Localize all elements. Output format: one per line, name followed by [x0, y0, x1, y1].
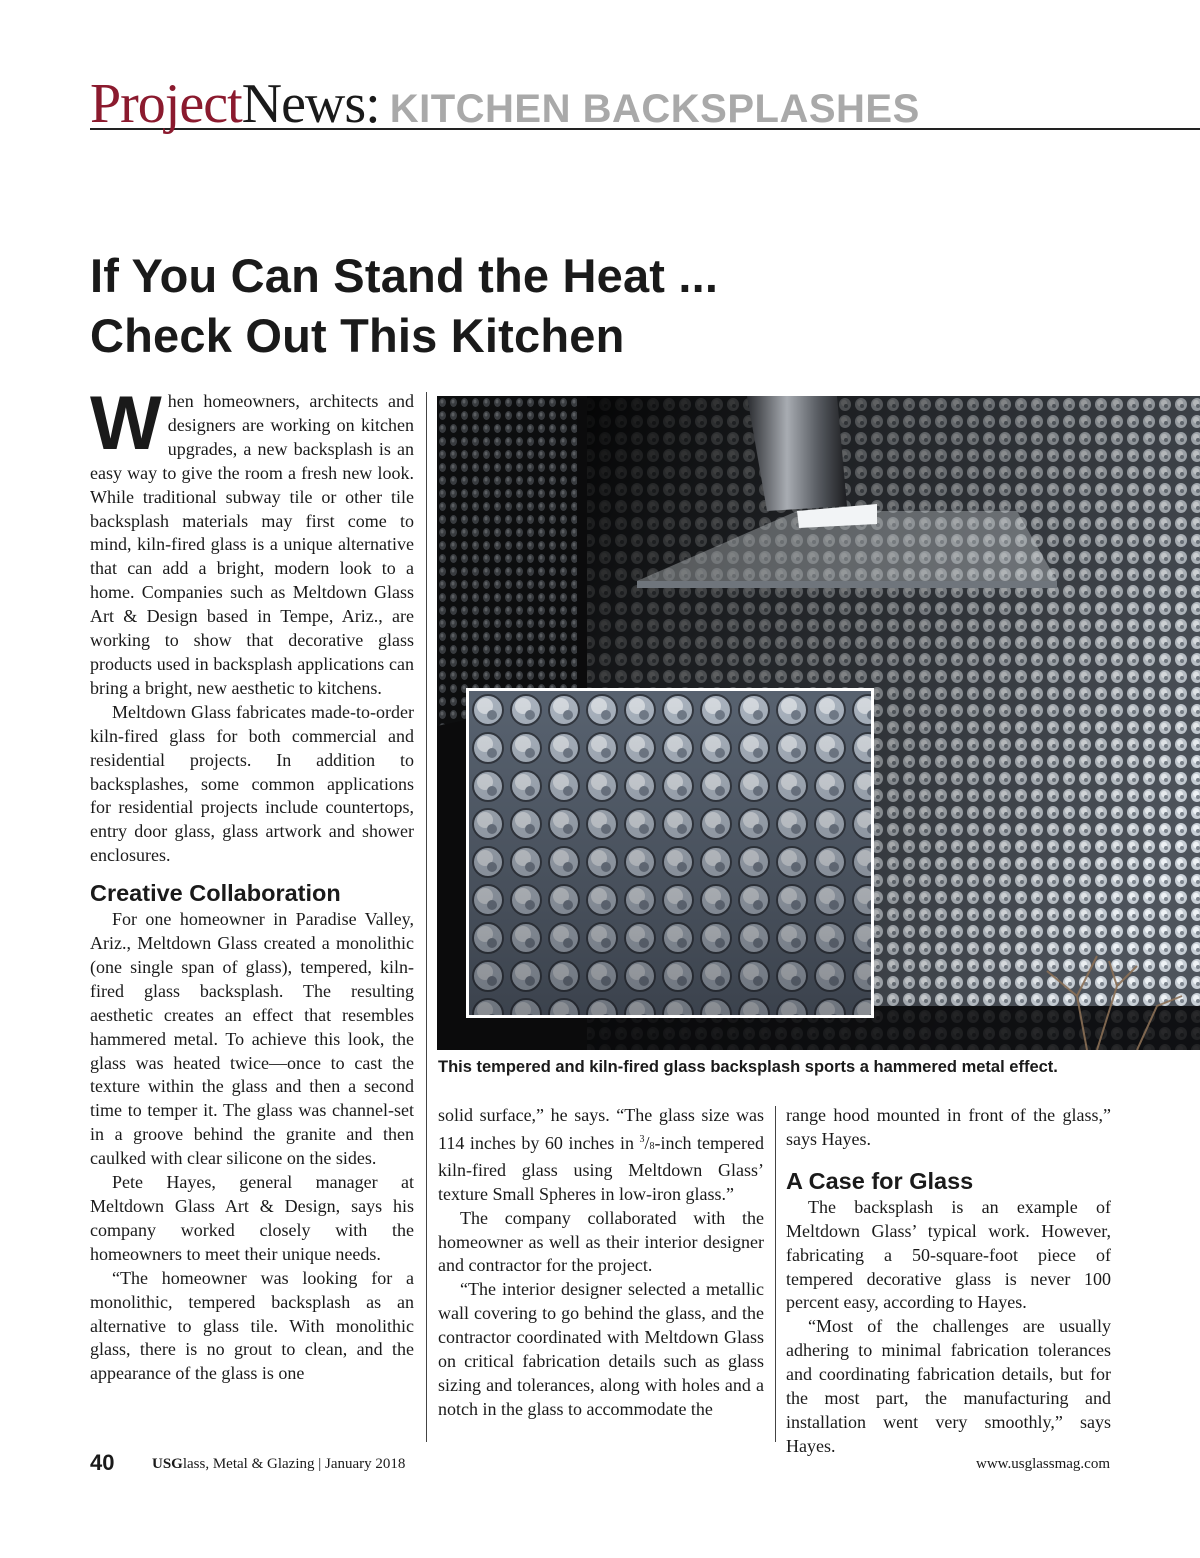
article-paragraph: range hood mounted in front of the glass,” says Hayes.	[786, 1105, 1111, 1149]
article-paragraph: Pete Hayes, general manager at Meltdown Glass Art & Design, says his company worked closely with the homeowners to meet their unique needs.	[90, 1172, 414, 1264]
website-url: www.usglassmag.com	[975, 1456, 1110, 1472]
publication-name: USGlass, Metal & Glazing | January 2018	[152, 1456, 406, 1472]
issue-date: January 2018	[325, 1456, 406, 1472]
header-project: Project	[90, 73, 242, 135]
section-header	[90, 62, 1200, 135]
subhead-creative-collaboration: Creative Collaboration	[90, 880, 341, 907]
article-paragraph: The company collaborated with the homeowner as well as their interior designer and contractor for the project.	[438, 1207, 764, 1276]
footer-separator: |	[318, 1456, 322, 1472]
article-paragraph: For one homeowner in Paradise Valley, Ariz., Meltdown Glass created a monolithic (one single span of glass), tempered, kiln-fired glass backsplash. The resulting aesthetic creates an effect that resembles hammered metal. To achieve this look, the glass was heated twice—once to cast the texture within the glass and then a second time to temper it. The glass was channel-set in a groove behind the granite and then caulked with clear silicone on the sides.	[90, 909, 414, 1169]
article-paragraph: Meltdown Glass fabricates made-to-order kiln-fired glass for both commercial and residential projects. In addition to backsplashes, some common applications for residential projects include countertops, entry door glass, glass artwork and shower enclosures.	[90, 701, 414, 866]
article-column-3	[786, 1104, 1111, 1459]
drop-cap: W	[90, 381, 162, 466]
headline-line-1: If You Can Stand the Heat ...	[90, 249, 719, 302]
subhead-case-for-glass: A Case for Glass	[786, 1167, 974, 1194]
article-paragraph-intro: When homeowners, architects and designers are working on kitchen upgrades, a new backsplash is an easy way to give the room a fresh new look. While traditional subway tile or other tile backsplash materials may first come to mind, kiln-fired glass is a unique alternative that can add a bright, modern look to a home. Companies such as Meltdown Glass Art & Design based in Tempe, Ariz., are working to show that decorative glass products used in backsplash applications can bring a bright, new aesthetic to kitchens.	[90, 381, 414, 698]
photo-caption: This tempered and kiln-fired glass backsplash sports a hammered metal effect.	[438, 1058, 1058, 1076]
column-divider-2	[775, 1106, 776, 1442]
page-footer	[90, 1450, 1110, 1480]
article-paragraph: “Most of the challenges are usually adhering to minimal fabrication tolerances and coordinating fabrication details, but for the most part, the manufacturing and installation went very smoothly,” says Hayes.	[786, 1316, 1111, 1456]
headline-line-2: Check Out This Kitchen	[90, 309, 625, 362]
article-paragraph: “The interior designer selected a metallic wall covering to go behind the glass, and the contractor coordinated with Meltdown Glass on critical fabrication details such as glass sizing and tolerances, along with holes and a notch in the glass to accommodate the	[438, 1279, 764, 1419]
page-number: 40	[90, 1450, 115, 1475]
article-paragraph: The backsplash is an example of Meltdown Glass’ typical work. However, fabricating a 50-square-foot piece of tempered decorative glass is never 100 percent easy, according to Hayes.	[786, 1196, 1111, 1313]
article-paragraph: “The homeowner was looking for a monolithic, tempered backsplash as an alternative to glass tile. With monolithic glass, there is no grout to clean, and the appearance of the glass is one	[90, 1267, 414, 1384]
backsplash-detail-inset	[466, 688, 874, 1018]
article-paragraph: solid surface,” he says. “The glass size was 114 inches by 60 inches in $^3$/8-inch tempered kiln-fired glass using Meltdown Glass’ texture Small Spheres in low-iron glass.”	[438, 1105, 764, 1204]
header-section-title: KITCHEN BACKSPLASHES	[389, 87, 920, 131]
article-column-1	[90, 381, 414, 1386]
article-column-2	[438, 1104, 764, 1422]
header-news: News:	[241, 73, 380, 135]
column-divider-1	[426, 392, 427, 1442]
headline	[90, 246, 990, 366]
